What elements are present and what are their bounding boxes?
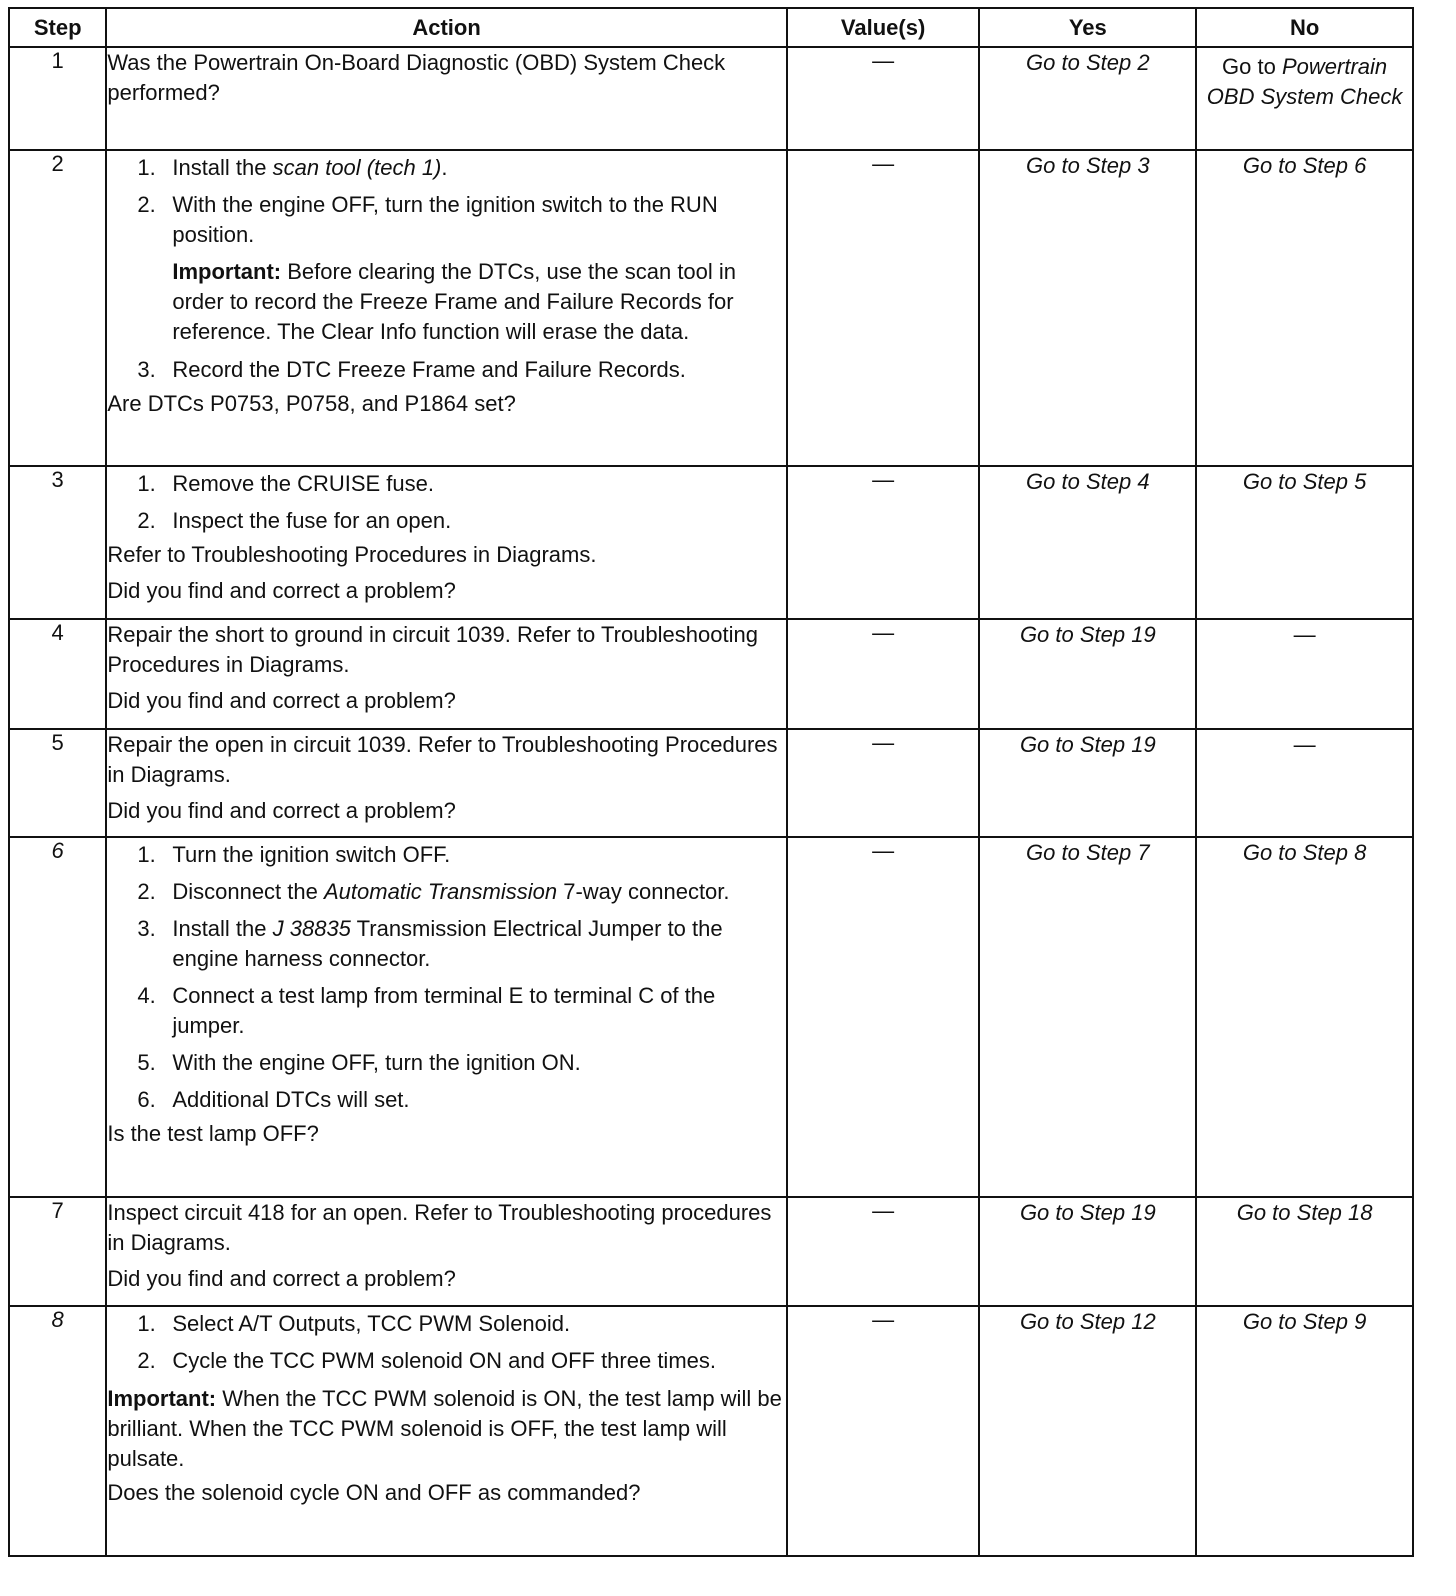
yes-link[interactable]: Go to Step 12 bbox=[1019, 1309, 1156, 1334]
question-text: Is the test lamp OFF? bbox=[107, 1121, 319, 1146]
action-cell bbox=[106, 619, 786, 729]
step-number: 1 bbox=[9, 47, 106, 150]
no-cell bbox=[1196, 150, 1413, 466]
action-cell bbox=[106, 1197, 786, 1306]
value-cell bbox=[787, 1197, 980, 1306]
value-dash: — bbox=[872, 151, 895, 176]
list-item: 5. With the engine OFF, turn the ignition ON. bbox=[137, 1050, 581, 1075]
yes-cell bbox=[979, 47, 1196, 150]
no-dash: — bbox=[1293, 622, 1316, 647]
no-dash: — bbox=[1293, 732, 1316, 757]
action-cell bbox=[106, 47, 786, 150]
question-text: Did you find and correct a problem? bbox=[107, 578, 456, 603]
no-link[interactable]: Powertrain OBD System Check bbox=[1206, 54, 1403, 109]
no-link[interactable]: Go to Step 6 bbox=[1242, 153, 1367, 178]
action-cell bbox=[106, 150, 786, 466]
value-dash: — bbox=[872, 467, 895, 492]
no-cell bbox=[1196, 837, 1413, 1197]
yes-link[interactable]: Go to Step 4 bbox=[1026, 469, 1150, 494]
yes-link[interactable]: Go to Step 19 bbox=[1019, 732, 1156, 757]
step-number: 2 bbox=[9, 150, 106, 466]
procedure-list bbox=[107, 840, 785, 1115]
table-row bbox=[9, 1197, 1413, 1306]
value-dash: — bbox=[872, 838, 895, 863]
important-note: Important: Before clearing the DTCs, use the scan tool in order to record the Freeze Frame and Failure Records for reference. The Clear Info function will erase the data. bbox=[172, 259, 737, 344]
no-cell bbox=[1196, 729, 1413, 837]
value-cell bbox=[787, 47, 980, 150]
table-row bbox=[9, 1306, 1413, 1556]
no-cell bbox=[1196, 1306, 1413, 1556]
yes-link[interactable]: Go to Step 19 bbox=[1019, 622, 1156, 647]
no-link[interactable]: Go to Step 9 bbox=[1242, 1309, 1367, 1334]
yes-cell bbox=[979, 1197, 1196, 1306]
no-cell bbox=[1196, 619, 1413, 729]
action-cell bbox=[106, 837, 786, 1197]
no-link[interactable]: Go to Step 18 bbox=[1236, 1200, 1373, 1225]
no-cell bbox=[1196, 47, 1413, 150]
list-item: 3. Record the DTC Freeze Frame and Failure Records. bbox=[137, 357, 686, 382]
list-item: 3. Install the J 38835 Transmission Electrical Jumper to the engine harness connector. bbox=[137, 916, 723, 971]
header-no: No bbox=[1196, 8, 1413, 47]
value-dash: — bbox=[872, 730, 895, 755]
yes-link[interactable]: Go to Step 7 bbox=[1026, 840, 1150, 865]
table-row bbox=[9, 466, 1413, 619]
list-item: 1. Select A/T Outputs, TCC PWM Solenoid. bbox=[137, 1311, 571, 1336]
list-item: 4. Connect a test lamp from terminal E to terminal C of the jumper. bbox=[137, 983, 716, 1038]
value-dash: — bbox=[872, 48, 895, 73]
list-item: 2. Disconnect the Automatic Transmission 7-way connector. bbox=[137, 879, 730, 904]
action-text: Was the Powertrain On-Board Diagnostic (OBD) System Check performed? bbox=[107, 50, 726, 105]
value-dash: — bbox=[872, 1198, 895, 1223]
yes-cell bbox=[979, 619, 1196, 729]
procedure-list bbox=[107, 469, 785, 536]
action-text: Repair the open in circuit 1039. Refer to Troubleshooting Procedures in Diagrams. bbox=[107, 732, 778, 787]
question-text: Does the solenoid cycle ON and OFF as commanded? bbox=[107, 1480, 641, 1505]
list-item: 2. Cycle the TCC PWM solenoid ON and OFF three times. bbox=[137, 1348, 716, 1373]
yes-link[interactable]: Go to Step 19 bbox=[1019, 1200, 1156, 1225]
value-dash: — bbox=[872, 1307, 895, 1332]
value-dash: — bbox=[872, 620, 895, 645]
action-text: Inspect circuit 418 for an open. Refer to Troubleshooting procedures in Diagrams. bbox=[107, 1200, 772, 1255]
no-prefix: Go to bbox=[1222, 54, 1276, 79]
yes-cell bbox=[979, 466, 1196, 619]
header-yes: Yes bbox=[979, 8, 1196, 47]
action-text: Repair the short to ground in circuit 1039. Refer to Troubleshooting Procedures in Diagrams. bbox=[107, 622, 758, 677]
important-note: Important: When the TCC PWM solenoid is ON, the test lamp will be brilliant. When the TCC PWM solenoid is OFF, the test lamp will pulsate. bbox=[107, 1386, 782, 1471]
procedure-list bbox=[107, 355, 785, 385]
question-text: Are DTCs P0753, P0758, and P1864 set? bbox=[107, 391, 516, 416]
value-cell bbox=[787, 1306, 980, 1556]
action-cell bbox=[106, 466, 786, 619]
yes-cell bbox=[979, 1306, 1196, 1556]
table-row bbox=[9, 47, 1413, 150]
question-text: Did you find and correct a problem? bbox=[107, 1266, 456, 1291]
procedure-list bbox=[107, 1309, 785, 1376]
yes-link[interactable]: Go to Step 2 bbox=[1026, 50, 1150, 75]
step-number: 8 bbox=[9, 1306, 106, 1556]
yes-cell bbox=[979, 837, 1196, 1197]
action-cell bbox=[106, 729, 786, 837]
yes-link[interactable]: Go to Step 3 bbox=[1026, 153, 1150, 178]
value-cell bbox=[787, 466, 980, 619]
procedure-list bbox=[107, 153, 785, 250]
step-number: 6 bbox=[9, 837, 106, 1197]
list-item: 1. Remove the CRUISE fuse. bbox=[137, 471, 435, 496]
list-item: 1. Turn the ignition switch OFF. bbox=[137, 842, 451, 867]
value-cell bbox=[787, 150, 980, 466]
no-link[interactable]: Go to Step 5 bbox=[1242, 469, 1367, 494]
table-row bbox=[9, 150, 1413, 466]
header-row bbox=[9, 8, 1413, 47]
refer-text: Refer to Troubleshooting Procedures in Diagrams. bbox=[107, 542, 597, 567]
step-number: 5 bbox=[9, 729, 106, 837]
no-cell bbox=[1196, 1197, 1413, 1306]
no-link[interactable]: Go to Step 8 bbox=[1242, 840, 1367, 865]
list-item: 2. With the engine OFF, turn the ignition switch to the RUN position. bbox=[137, 192, 718, 247]
value-cell bbox=[787, 729, 980, 837]
step-number: 4 bbox=[9, 619, 106, 729]
yes-cell bbox=[979, 729, 1196, 837]
step-number: 3 bbox=[9, 466, 106, 619]
list-item: 6. Additional DTCs will set. bbox=[137, 1087, 410, 1112]
header-action: Action bbox=[106, 8, 786, 47]
diagnostic-table bbox=[8, 7, 1414, 1557]
step-number: 7 bbox=[9, 1197, 106, 1306]
value-cell bbox=[787, 619, 980, 729]
list-item: 1. Install the scan tool (tech 1). bbox=[137, 155, 448, 180]
list-item: 2. Inspect the fuse for an open. bbox=[137, 508, 452, 533]
table-row bbox=[9, 619, 1413, 729]
question-text: Did you find and correct a problem? bbox=[107, 688, 456, 713]
value-cell bbox=[787, 837, 980, 1197]
header-values: Value(s) bbox=[787, 8, 980, 47]
table-row bbox=[9, 837, 1413, 1197]
yes-cell bbox=[979, 150, 1196, 466]
action-cell bbox=[106, 1306, 786, 1556]
table-row bbox=[9, 729, 1413, 837]
no-cell bbox=[1196, 466, 1413, 619]
header-step: Step bbox=[9, 8, 106, 47]
question-text: Did you find and correct a problem? bbox=[107, 798, 456, 823]
